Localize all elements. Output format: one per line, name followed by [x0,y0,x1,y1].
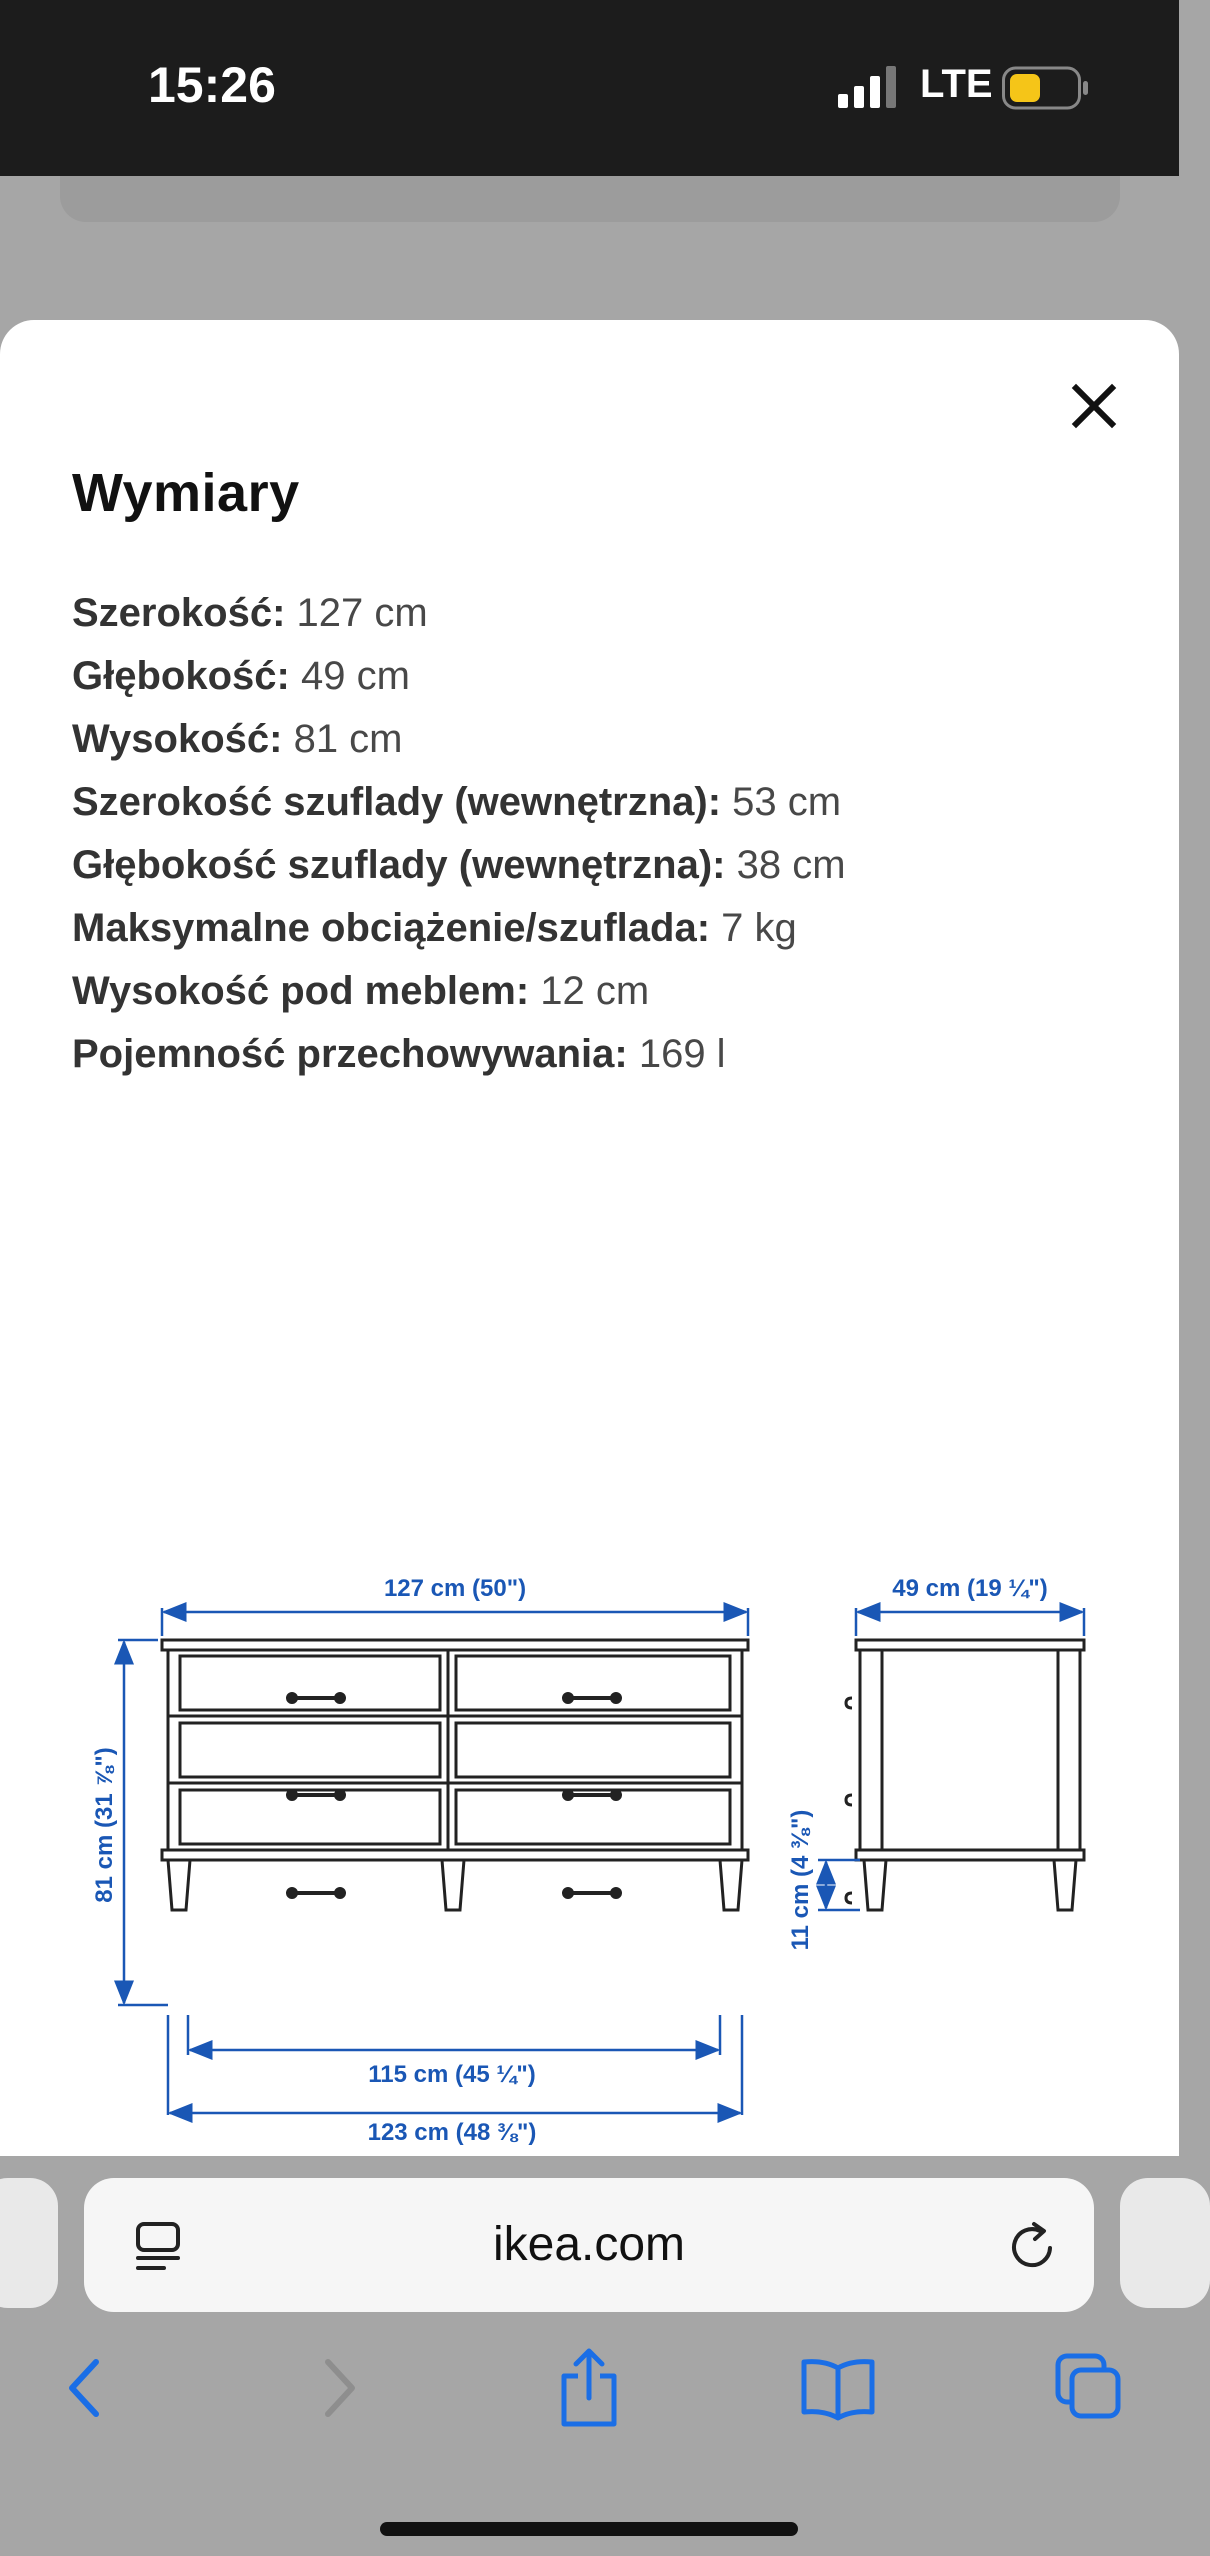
spec-value: 49 cm [300,654,410,698]
sheet-title: Wymiary [72,463,300,523]
spec-row [72,645,1132,708]
spec-label: Maksymalne obciążenie/szuflada: [72,906,711,950]
dimensions-sheet [0,320,1179,2156]
spec-value: 169 l [638,1032,726,1076]
bookmarks-icon[interactable] [800,2356,876,2420]
dim-leg-span: 115 cm (45 ¼") [368,2061,536,2088]
dresser-front-view [162,1640,748,1910]
spec-value: 12 cm [540,969,650,1013]
spec-label: Wysokość pod meblem: [72,969,530,1013]
spec-label: Głębokość szuflady (wewnętrzna): [72,843,726,887]
dim-base-width: 123 cm (48 ⅜") [367,2119,537,2146]
network-label: LTE [920,62,993,106]
reload-icon[interactable] [1004,2218,1060,2274]
signal-icon [838,66,898,108]
spec-value: 53 cm [732,780,842,824]
spec-row [72,834,1132,897]
dim-front-height: 81 cm (31 ⅞") [91,1747,118,1903]
spec-label: Pojemność przechowywania: [72,1032,628,1076]
forward-icon[interactable] [318,2356,362,2420]
spec-label: Szerokość: [72,591,286,635]
spec-value: 38 cm [736,843,846,887]
spec-row [72,771,1132,834]
battery-icon [1002,64,1090,112]
spec-row [72,1023,1132,1086]
dimension-drawing [0,1220,1179,2160]
background-page-card [60,176,1120,222]
share-icon[interactable] [556,2346,622,2430]
spec-label: Wysokość: [72,717,283,761]
spec-value: 127 cm [296,591,428,635]
tabs-icon[interactable] [1054,2352,1124,2422]
browser-bottom-bar [0,2156,1179,2556]
side-dimension-lines [818,1608,1084,1910]
specs-list [72,582,1132,1086]
dim-side-depth: 49 cm (19 ¼") [892,1575,1048,1602]
dim-leg-height: 11 cm (4 ⅜") [787,1809,814,1951]
home-indicator[interactable] [380,2522,798,2536]
spec-value: 81 cm [293,717,403,761]
status-time: 15:26 [148,57,276,113]
reader-mode-icon[interactable] [134,2220,186,2276]
spec-value: 7 kg [721,906,797,950]
url-text[interactable]: ikea.com [492,2218,686,2271]
dim-front-width: 127 cm (50") [383,1575,527,1602]
spec-row [72,897,1132,960]
close-icon[interactable] [1066,378,1122,434]
spec-row [72,708,1132,771]
spec-row [72,960,1132,1023]
address-bar[interactable] [84,2178,1094,2312]
spec-label: Głębokość: [72,654,290,698]
spec-label: Szerokość szuflady (wewnętrzna): [72,780,722,824]
previous-tab-preview[interactable] [0,2178,58,2308]
dresser-side-view [846,1640,1084,1910]
spec-row [72,582,1132,645]
status-bar [0,0,1179,176]
back-icon[interactable] [62,2356,106,2420]
next-tab-preview[interactable] [1120,2178,1210,2308]
